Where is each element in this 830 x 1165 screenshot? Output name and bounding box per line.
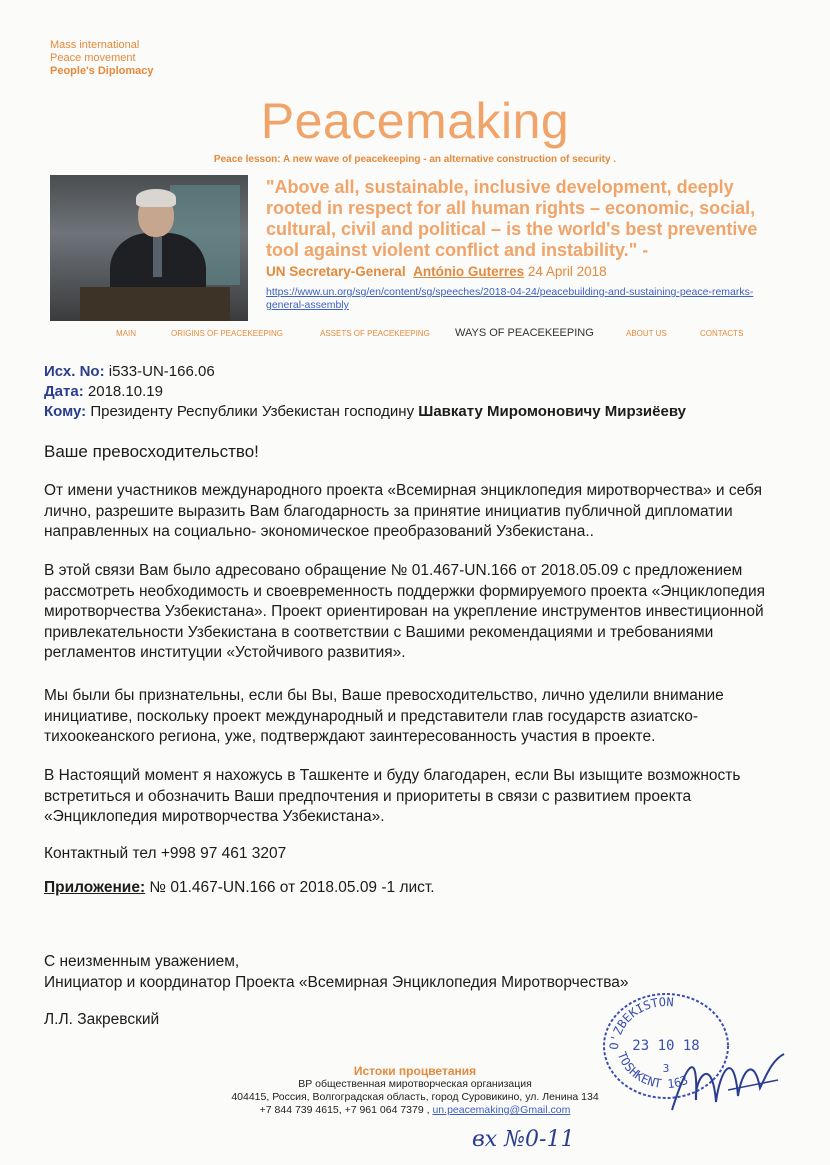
addressee-name: Шавкату Миромоновичу Мирзиёеву xyxy=(418,403,687,420)
stamp-date: 23 10 18 xyxy=(632,1038,700,1054)
quote-role: UN Secretary-General xyxy=(266,264,406,279)
speaker-photo xyxy=(50,175,248,321)
date-line: Дата: 2018.10.19 xyxy=(44,383,163,400)
org-name xyxy=(50,39,154,78)
quote-text: "Above all, sustainable, inclusive development, deeply rooted in respect for all human rights – economic, social, cultural, civil and political – is the world's best preventive tool against violent conflict and instability." - xyxy=(266,177,758,260)
org-line-2: Peace movement xyxy=(50,52,136,64)
nav-ways[interactable]: WAYS OF PEACEKEEPING xyxy=(455,327,594,339)
paragraph-2: В этой связи Вам было адресовано обращение № 01.467-UN.166 от 2018.05.09 с предложением рассмотреть необходимость и своевременность поддержки формируемого проекта «Энциклопедия миротворчества Узбекистана». Проект ориентирован на укрепление инструментов инвестиционной привлекательности Узбекистана в соответствии с Вашими рекомендациями и требованиями регламентов институции «Устойчивого развития». xyxy=(44,562,766,661)
org-line-1: Mass international xyxy=(50,39,140,51)
ref-line: Исх. No: i533-UN-166.06 xyxy=(44,363,215,380)
nav-contacts[interactable]: CONTACTS xyxy=(700,329,744,338)
quote-date: 24 April 2018 xyxy=(527,264,607,279)
quote-attribution xyxy=(266,264,607,279)
quote-author: António Guterres xyxy=(413,264,525,279)
nav-origins[interactable]: ORIGINS OF PEACEKEEPING xyxy=(171,329,284,338)
footer-address: 404415, Россия, Волгоградская область, город Суровикино, ул. Ленина 134 xyxy=(231,1091,599,1103)
footer-org: ВР общественная миротворческая организация xyxy=(298,1078,532,1090)
svg-text:O'ZBEKISTON: O'ZBEKISTON xyxy=(606,994,675,1051)
footer-email[interactable]: un.peacemaking@Gmail.com xyxy=(432,1104,571,1116)
signer-name: Л.Л. Закревский xyxy=(44,1011,160,1028)
org-line-3: People's Diplomacy xyxy=(50,65,154,77)
paragraph-3: Мы были бы признательны, если бы Вы, Ваше превосходительство, лично уделили внимание инициативе, поскольку проект международный и представители глав государств азиатско-тихоокеанского региона, уже, подтверждают заинтересованность участия в проекте. xyxy=(44,687,724,745)
closing-regards: С неизменным уважением, xyxy=(44,953,240,970)
speech-link[interactable]: https://www.un.org/sg/en/content/sg/speeches/2018-04-24/peacebuilding-and-sustaining-peace-remarks-general-assembly xyxy=(266,286,754,311)
paragraph-1: От имени участников международного проекта «Всемирная энциклопедия миротворчества» и себя лично, разрешите выразить Вам благодарность за принятие инициатив публичной дипломатии направленных на социально- экономическое преобразований Узбекистана.. xyxy=(44,482,762,540)
closing-title: Инициатор и координатор Проекта «Всемирная Энциклопедия Миротворчества» xyxy=(44,974,629,991)
attachment-line: Приложение: № 01.467-UN.166 от 2018.05.09 -1 лист. xyxy=(44,879,435,896)
nav-assets[interactable]: ASSETS OF PEACEKEEPING xyxy=(320,329,430,338)
footer-contacts: +7 844 739 4615, +7 961 064 7379 , un.peacemaking@Gmail.com xyxy=(259,1104,571,1116)
addressee-line: Кому: Президенту Республики Узбекистан господину Шавкату Миромоновичу Мирзиёеву xyxy=(44,403,687,420)
brand-title: Peacemaking xyxy=(260,93,570,149)
stamp-number: 3 xyxy=(662,1062,670,1075)
contact-phone: Контактный тел +998 97 461 3207 xyxy=(44,845,287,862)
nav-main[interactable]: MAIN xyxy=(116,329,136,338)
svg-text:TOSHKENT 163: TOSHKENT 163 xyxy=(614,1049,690,1092)
footer xyxy=(0,1065,830,1117)
lesson-subtitle: Peace lesson: A new wave of peacekeeping - an alternative construction of security . xyxy=(213,154,617,165)
greeting: Ваше превосходительство! xyxy=(44,442,259,461)
incoming-number-handwritten: вх №0-11 xyxy=(472,1127,575,1152)
footer-title: Истоки процветания xyxy=(353,1064,477,1078)
paragraph-4: В Настоящий момент я нахожусь в Ташкенте и буду благодарен, если Вы изыщите возможность встретиться и обозначить Ваши предпочтения и приоритеты в связи с развитием проекта «Энциклопедия миротворчества Узбекистана». xyxy=(44,767,741,825)
nav-about[interactable]: ABOUT US xyxy=(626,329,667,338)
